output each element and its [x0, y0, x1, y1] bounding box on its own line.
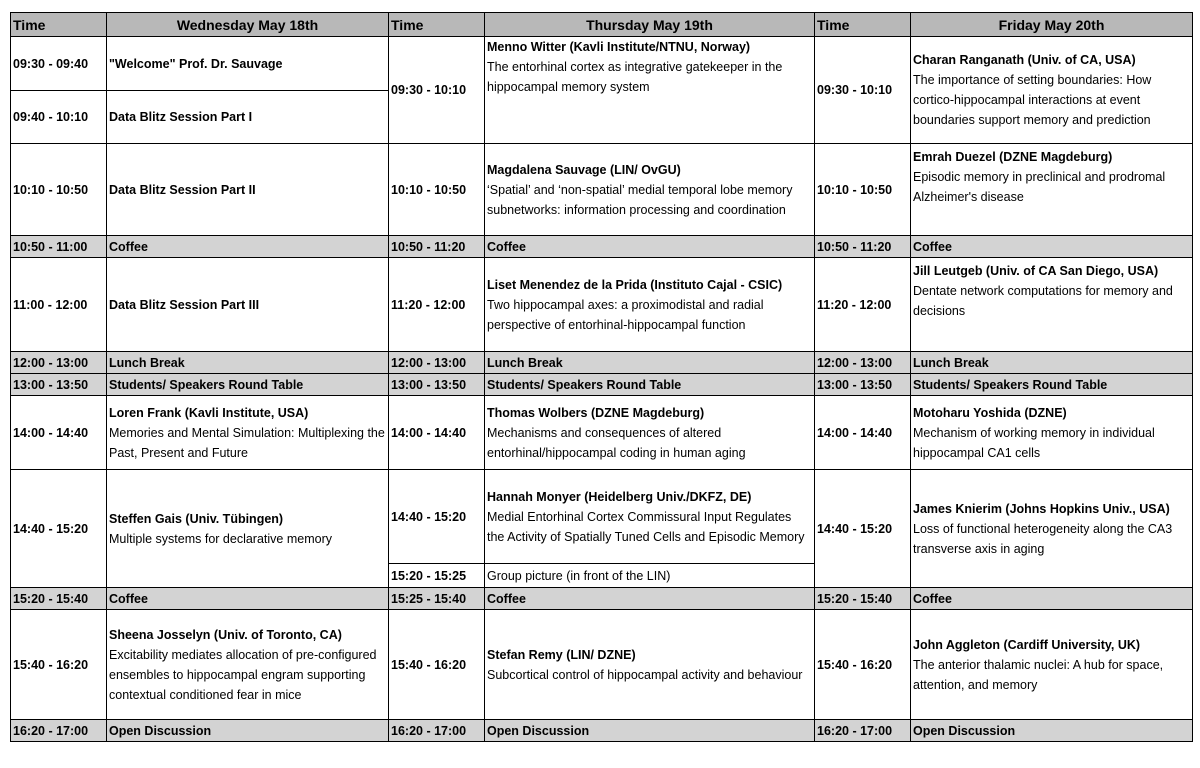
- schedule-row: [11, 720, 1193, 742]
- wed-session: Students/ Speakers Round Table: [107, 374, 389, 396]
- schedule-row: [11, 470, 1193, 564]
- wed-time: 09:30 - 09:40: [11, 37, 107, 91]
- fri-time: 13:00 - 13:50: [815, 374, 911, 396]
- thursday-header: Thursday May 19th: [485, 13, 815, 37]
- fri-talk: [911, 144, 1193, 236]
- speaker: Charan Ranganath (Univ. of CA, USA): [913, 53, 1136, 67]
- thu-time: 10:50 - 11:20: [389, 236, 485, 258]
- speaker: Liset Menendez de la Prida (Instituto Cajal - CSIC): [487, 277, 783, 292]
- schedule-row: [11, 610, 1193, 720]
- thu-session: Coffee: [485, 588, 815, 610]
- speaker: James Knierim (Johns Hopkins Univ., USA): [913, 501, 1170, 516]
- thu-time: 16:20 - 17:00: [389, 720, 485, 742]
- wed-time: 10:50 - 11:00: [11, 236, 107, 258]
- thu-time: 09:30 - 10:10: [389, 37, 485, 144]
- fri-session: Students/ Speakers Round Table: [911, 374, 1193, 396]
- fri-time: 12:00 - 13:00: [815, 352, 911, 374]
- talk-title: Excitability mediates allocation of pre-configured ensembles to hippocampal engram supporting contextual conditioned fear in mice: [109, 647, 377, 702]
- wed-talk: [107, 396, 389, 470]
- talk-title: Episodic memory in preclinical and prodromal Alzheimer's disease: [913, 170, 1166, 204]
- speaker: Motoharu Yoshida (DZNE): [913, 405, 1067, 420]
- thu-talk: [485, 396, 815, 470]
- wednesday-header: Wednesday May 18th: [107, 13, 389, 37]
- thu-session: Coffee: [485, 236, 815, 258]
- schedule-row: [11, 374, 1193, 396]
- talk-title: The importance of setting boundaries: How cortico-hippocampal interactions at event boundaries support memory and prediction: [913, 73, 1152, 127]
- fri-talk: [911, 470, 1193, 588]
- schedule-row: [11, 37, 1193, 91]
- thu-time: 12:00 - 13:00: [389, 352, 485, 374]
- thu-session: Open Discussion: [485, 720, 815, 742]
- talk-title: Multiple systems for declarative memory: [109, 531, 332, 546]
- talk-title: Memories and Mental Simulation: Multiplexing the Past, Present and Future: [109, 425, 385, 460]
- thu-time: 15:20 - 15:25: [389, 564, 485, 588]
- fri-time: 11:20 - 12:00: [815, 258, 911, 352]
- fri-time: 09:30 - 10:10: [815, 37, 911, 144]
- fri-time: 15:20 - 15:40: [815, 588, 911, 610]
- schedule-row: [11, 236, 1193, 258]
- fri-time: 14:00 - 14:40: [815, 396, 911, 470]
- thu-talk: [485, 144, 815, 236]
- thu-talk: [485, 37, 815, 144]
- speaker: Sheena Josselyn (Univ. of Toronto, CA): [109, 627, 342, 642]
- speaker: Steffen Gais (Univ. Tübingen): [109, 511, 284, 526]
- wed-session: Data Blitz Session Part I: [107, 91, 389, 144]
- wed-time: 13:00 - 13:50: [11, 374, 107, 396]
- schedule-row: [11, 144, 1193, 236]
- speaker: John Aggleton (Cardiff University, UK): [913, 637, 1141, 652]
- speaker: Stefan Remy (LIN/ DZNE): [487, 647, 636, 662]
- fri-session: Lunch Break: [911, 352, 1193, 374]
- talk-title: ‘Spatial’ and ‘non-spatial’ medial temporal lobe memory subnetworks: information processing and coordination: [487, 182, 793, 217]
- schedule-row: [11, 588, 1193, 610]
- wed-talk: [107, 470, 389, 588]
- talk-title: Two hippocampal axes: a proximodistal and radial perspective of entorhinal-hippocampal function: [487, 297, 764, 332]
- fri-talk: [911, 396, 1193, 470]
- talk-title: The anterior thalamic nuclei: A hub for space, attention, and memory: [913, 657, 1164, 692]
- wed-session: Coffee: [107, 588, 389, 610]
- speaker: Jill Leutgeb (Univ. of CA San Diego, USA): [913, 264, 1159, 278]
- thu-talk: [485, 258, 815, 352]
- wed-session: Open Discussion: [107, 720, 389, 742]
- fri-talk: [911, 610, 1193, 720]
- fri-time: 10:50 - 11:20: [815, 236, 911, 258]
- thu-time: 15:40 - 16:20: [389, 610, 485, 720]
- fri-talk: [911, 37, 1193, 144]
- thu-talk: [485, 470, 815, 564]
- thu-time: 15:25 - 15:40: [389, 588, 485, 610]
- wed-time: 16:20 - 17:00: [11, 720, 107, 742]
- fri-session: Open Discussion: [911, 720, 1193, 742]
- time-header: Time: [11, 13, 107, 37]
- thu-time: 14:00 - 14:40: [389, 396, 485, 470]
- wed-time: 10:10 - 10:50: [11, 144, 107, 236]
- time-header: Time: [389, 13, 485, 37]
- talk-title: Mechanisms and consequences of altered entorhinal/hippocampal coding in human aging: [487, 425, 746, 460]
- talk-title: The entorhinal cortex as integrative gatekeeper in the hippocampal memory system: [487, 60, 783, 94]
- speaker: Thomas Wolbers (DZNE Magdeburg): [487, 405, 705, 420]
- thu-time: 14:40 - 15:20: [389, 470, 485, 564]
- schedule-row: [11, 396, 1193, 470]
- wed-time: 14:40 - 15:20: [11, 470, 107, 588]
- wed-talk: [107, 610, 389, 720]
- thu-session: Students/ Speakers Round Table: [485, 374, 815, 396]
- speaker: Hannah Monyer (Heidelberg Univ./DKFZ, DE): [487, 489, 752, 504]
- fri-time: 10:10 - 10:50: [815, 144, 911, 236]
- speaker: Emrah Duezel (DZNE Magdeburg): [913, 150, 1113, 164]
- talk-title: Subcortical control of hippocampal activity and behaviour: [487, 667, 803, 682]
- wed-session: Data Blitz Session Part II: [107, 144, 389, 236]
- friday-header: Friday May 20th: [911, 13, 1193, 37]
- fri-talk: [911, 258, 1193, 352]
- wed-time: 12:00 - 13:00: [11, 352, 107, 374]
- fri-time: 16:20 - 17:00: [815, 720, 911, 742]
- thu-time: 11:20 - 12:00: [389, 258, 485, 352]
- talk-title: Dentate network computations for memory and decisions: [913, 284, 1173, 318]
- wed-session: Lunch Break: [107, 352, 389, 374]
- thu-session: Lunch Break: [485, 352, 815, 374]
- fri-time: 15:40 - 16:20: [815, 610, 911, 720]
- speaker: Menno Witter (Kavli Institute/NTNU, Norway): [487, 40, 751, 54]
- header-row: [11, 13, 1193, 37]
- wed-time: 15:40 - 16:20: [11, 610, 107, 720]
- schedule-row: [11, 352, 1193, 374]
- wed-session: Coffee: [107, 236, 389, 258]
- thu-session: Group picture (in front of the LIN): [485, 564, 815, 588]
- fri-session: Coffee: [911, 588, 1193, 610]
- thu-talk: [485, 610, 815, 720]
- fri-session: Coffee: [911, 236, 1193, 258]
- wed-time: 11:00 - 12:00: [11, 258, 107, 352]
- schedule-table: [10, 12, 1193, 742]
- fri-time: 14:40 - 15:20: [815, 470, 911, 588]
- talk-title: Loss of functional heterogeneity along the CA3 transverse axis in aging: [913, 521, 1173, 556]
- speaker: Magdalena Sauvage (LIN/ OvGU): [487, 162, 681, 177]
- thu-time: 13:00 - 13:50: [389, 374, 485, 396]
- thu-time: 10:10 - 10:50: [389, 144, 485, 236]
- talk-title: Medial Entorhinal Cortex Commissural Input Regulates the Activity of Spatially Tuned Cells and Episodic Memory: [487, 509, 805, 544]
- schedule-row: [11, 258, 1193, 352]
- speaker: Loren Frank (Kavli Institute, USA): [109, 405, 309, 420]
- wed-session: Data Blitz Session Part III: [107, 258, 389, 352]
- wed-session: "Welcome" Prof. Dr. Sauvage: [107, 37, 389, 91]
- wed-time: 15:20 - 15:40: [11, 588, 107, 610]
- talk-title: Mechanism of working memory in individual hippocampal CA1 cells: [913, 425, 1155, 460]
- wed-time: 09:40 - 10:10: [11, 91, 107, 144]
- wed-time: 14:00 - 14:40: [11, 396, 107, 470]
- time-header: Time: [815, 13, 911, 37]
